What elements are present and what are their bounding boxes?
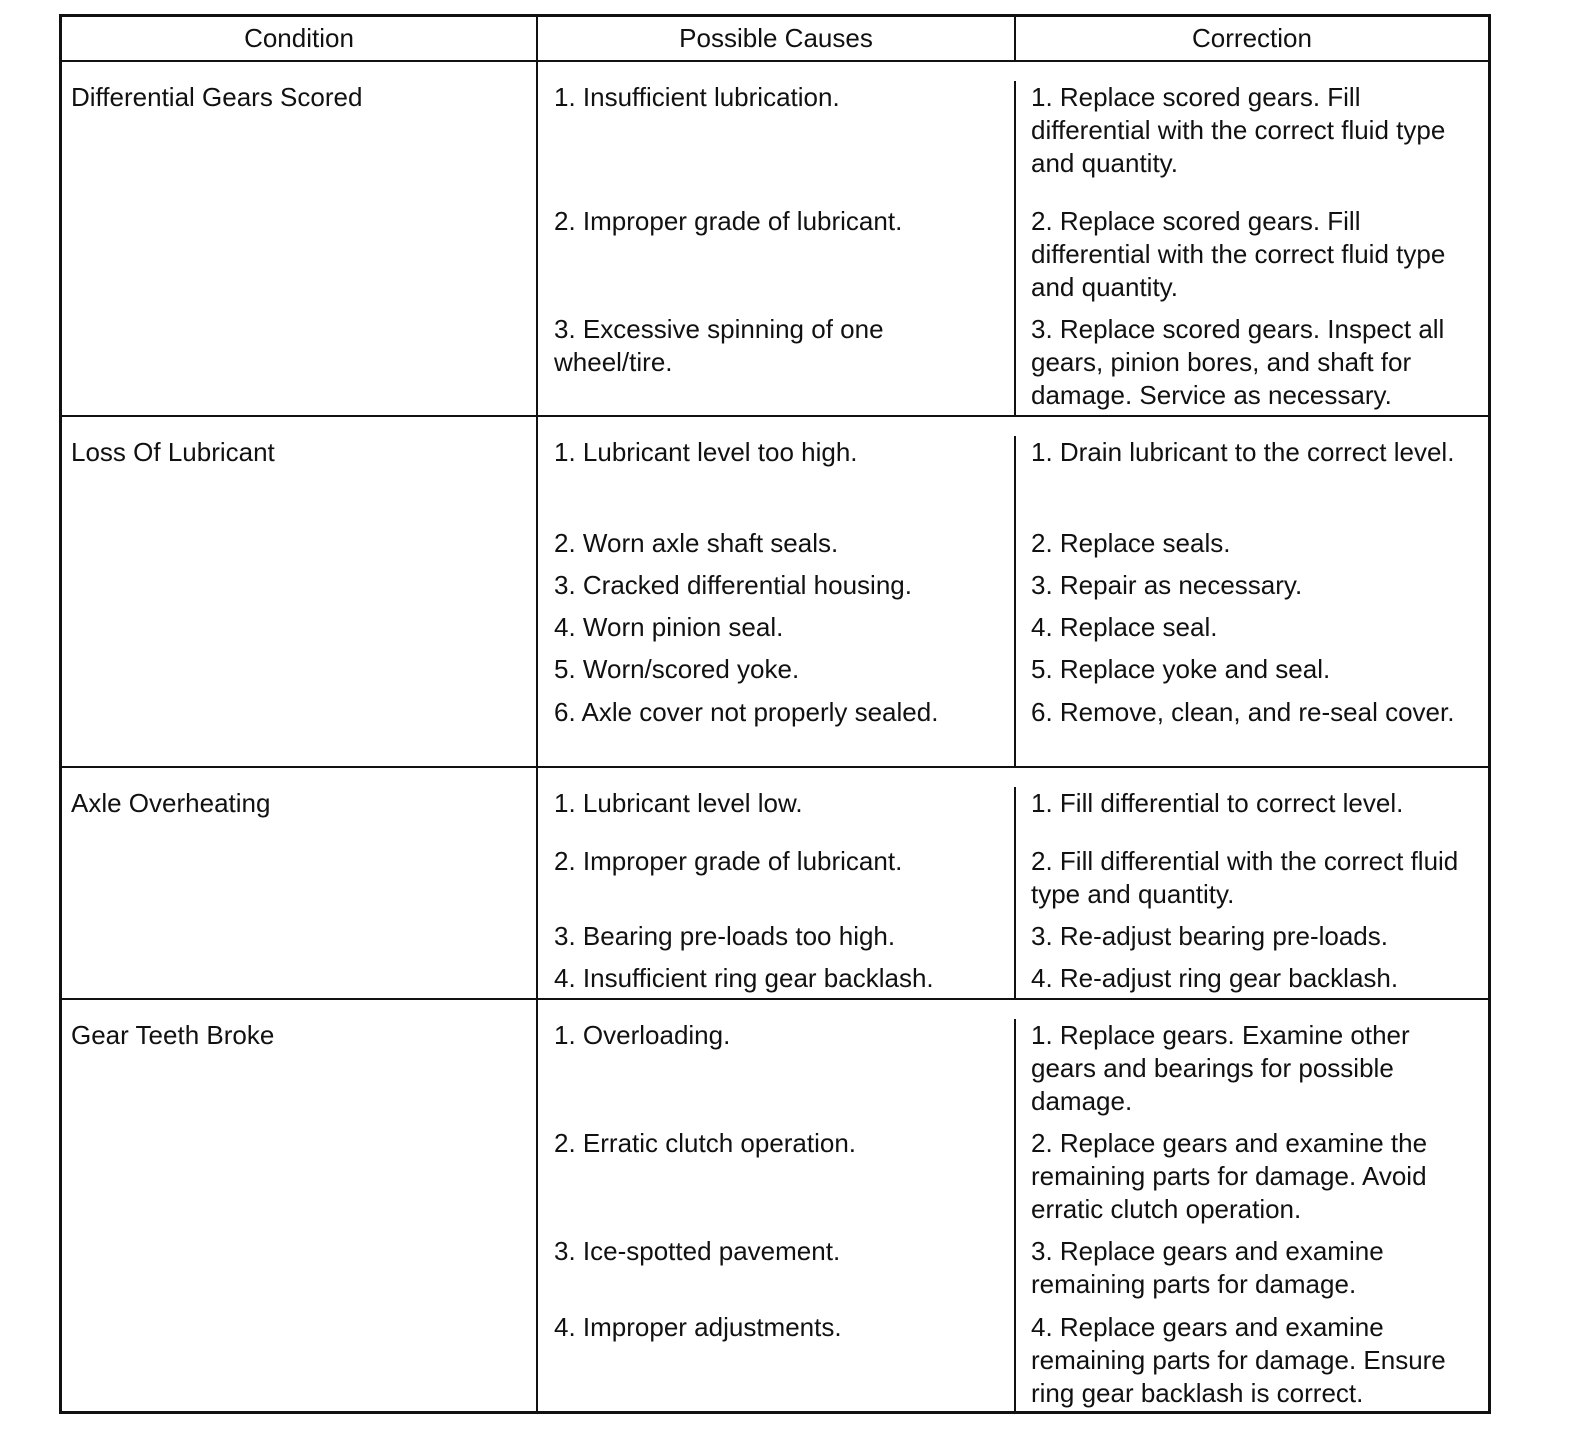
correction-cell: 1. Fill differential to correct level. [1031,788,1404,818]
condition-group [62,62,1488,417]
correction-cell: 4. Replace seal. [1031,612,1218,642]
correction-cell: 3. Repair as necessary. [1031,570,1303,600]
cause-cell: 3. Cracked differential housing. [538,569,1016,611]
correction-cell: 1. Drain lubricant to the correct level. [1031,437,1455,467]
table-row [538,205,1488,313]
condition-cell: Gear Teeth Broke [62,1000,538,1411]
cause-correction-list [538,1000,1488,1411]
cause-cell: 1. Lubricant level low. [538,787,1016,845]
correction-cell: 2. Replace gears and examine the remaining parts for damage. Avoid erratic clutch operation. [1031,1128,1428,1224]
table-row [538,696,1488,766]
table-row [538,81,1488,205]
correction-cell: 2. Replace seals. [1031,528,1231,558]
table-row [538,1019,1488,1127]
table-header-row [62,17,1488,62]
condition-group [62,417,1488,768]
condition-cell: Differential Gears Scored [62,62,538,415]
table-row [538,527,1488,569]
header-correction: Correction [1192,23,1312,53]
cause-cell: 3. Bearing pre-loads too high. [538,920,1016,962]
cause-cell: 1. Insufficient lubrication. [538,81,1016,205]
correction-cell: 4. Replace gears and examine remaining parts for damage. Ensure ring gear backlash is correct. [1031,1312,1446,1408]
cause-cell: 5. Worn/scored yoke. [538,653,1016,696]
cause-cell: 1. Overloading. [538,1019,1016,1127]
cause-cell: 4. Improper adjustments. [538,1311,1016,1411]
table-row [538,1311,1488,1411]
correction-cell: 6. Remove, clean, and re-seal cover. [1031,697,1455,727]
header-condition: Condition [62,17,538,60]
table-row [538,1235,1488,1311]
correction-cell: 3. Re-adjust bearing pre-loads. [1031,921,1388,951]
correction-cell: 1. Replace gears. Examine other gears and bearings for possible damage. [1031,1020,1410,1116]
cause-correction-list [538,417,1488,766]
cause-cell: 3. Excessive spinning of one wheel/tire. [538,313,1016,415]
cause-cell: 6. Axle cover not properly sealed. [538,696,1016,766]
cause-cell: 2. Improper grade of lubricant. [538,205,1016,313]
cause-cell: 2. Worn axle shaft seals. [538,527,1016,569]
correction-cell: 5. Replace yoke and seal. [1031,654,1331,684]
table-row [538,436,1488,527]
table-row [538,920,1488,962]
cause-cell: 2. Improper grade of lubricant. [538,845,1016,920]
diagnosis-table [59,14,1491,1414]
cause-cell: 1. Lubricant level too high. [538,436,1016,527]
header-possible-causes: Possible Causes [538,17,1016,60]
correction-cell: 1. Replace scored gears. Fill differential with the correct fluid type and quantity. [1031,82,1446,178]
table-row [538,313,1488,415]
correction-cell: 3. Replace scored gears. Inspect all gears, pinion bores, and shaft for damage. Service as necessary. [1031,314,1445,410]
correction-cell: 2. Fill differential with the correct fluid type and quantity. [1031,846,1459,909]
table-row [538,962,1488,998]
condition-cell: Axle Overheating [62,768,538,998]
table-row [538,611,1488,653]
cause-cell: 4. Insufficient ring gear backlash. [538,962,1016,998]
condition-cell: Loss Of Lubricant [62,417,538,766]
table-row [538,1127,1488,1235]
condition-group [62,1000,1488,1411]
cause-cell: 2. Erratic clutch operation. [538,1127,1016,1235]
table-row [538,653,1488,696]
cause-cell: 3. Ice-spotted pavement. [538,1235,1016,1311]
correction-cell: 4. Re-adjust ring gear backlash. [1031,963,1399,993]
table-row [538,787,1488,845]
correction-cell: 3. Replace gears and examine remaining parts for damage. [1031,1236,1384,1299]
cause-cell: 4. Worn pinion seal. [538,611,1016,653]
condition-group [62,768,1488,1000]
cause-correction-list [538,62,1488,415]
table-row [538,845,1488,920]
table-row [538,569,1488,611]
correction-cell: 2. Replace scored gears. Fill differential with the correct fluid type and quantity. [1031,206,1446,302]
cause-correction-list [538,768,1488,998]
